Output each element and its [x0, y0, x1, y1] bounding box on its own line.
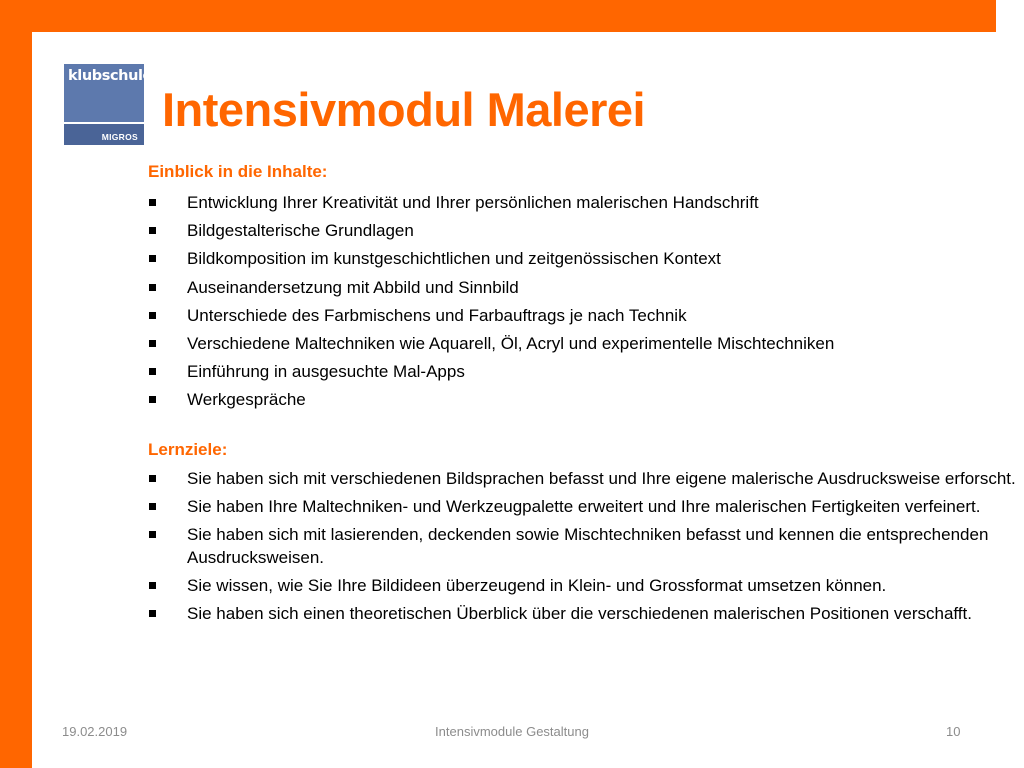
list-item	[148, 523, 1018, 569]
list-item-text: Entwicklung Ihrer Kreativität und Ihrer persönlichen malerischen Handschrift	[187, 193, 759, 212]
list-item-text: Werkgespräche	[187, 390, 306, 410]
list-item-text: Einführung in ausgesuchte Mal-Apps	[187, 362, 465, 382]
slide-title: Intensivmodul Malerei	[162, 83, 646, 136]
list-item	[148, 602, 1018, 625]
list-item-text: Verschiedene Maltechniken wie Aquarell, Öl, Acryl und experimentelle Mischtechniken	[187, 334, 835, 354]
list-item-text: Sie haben sich mit lasierenden, deckenden sowie Mischtechniken befasst und kennen die entsprechenden Ausdrucksweisen.	[187, 524, 989, 567]
list-item-text: Auseinandersetzung mit Abbild und Sinnbild	[187, 277, 519, 297]
list-item-text: Sie haben sich einen theoretischen Überblick über die verschiedenen malerischen Positionen verschafft.	[187, 603, 972, 623]
list-item	[148, 386, 1018, 414]
page-number: 10	[946, 724, 961, 739]
list-item	[148, 189, 1018, 217]
bullet-icon	[149, 396, 156, 403]
list-item	[148, 217, 1018, 245]
list-item	[148, 495, 1018, 518]
list-item-text: Bildgestalterische Grundlagen	[187, 221, 414, 241]
bullet-icon	[149, 582, 156, 589]
section-heading-goals: Lernziele:	[148, 439, 228, 459]
list-item	[148, 330, 1018, 358]
list-item-text: Sie haben Ihre Maltechniken- und Werkzeugpalette erweitert und Ihre malerischen Fertigkeiten verfeinert.	[187, 496, 981, 516]
contents-list	[148, 189, 1018, 415]
bullet-icon	[149, 368, 156, 375]
slide-content	[148, 159, 1018, 630]
list-item	[148, 302, 1018, 330]
bullet-icon	[149, 475, 156, 482]
list-item-text: Bildkomposition im kunstgeschichtlichen und zeitgenössischen Kontext	[187, 249, 721, 269]
section-heading-contents: Einblick in die Inhalte:	[148, 162, 328, 181]
list-item-text: Sie wissen, wie Sie Ihre Bildideen überzeugend in Klein- und Grossformat umsetzen können.	[187, 575, 887, 595]
list-item	[148, 467, 1018, 490]
bullet-icon	[149, 340, 156, 347]
slide-footer	[0, 724, 996, 744]
footer-date: 19.02.2019	[62, 724, 128, 739]
bullet-icon	[149, 312, 156, 319]
bullet-icon	[149, 284, 156, 291]
list-item	[148, 274, 1018, 302]
orange-left-bar	[0, 0, 32, 768]
logo-main-text: klubschule	[68, 68, 152, 84]
orange-top-bar	[0, 0, 996, 32]
list-item-text: Sie haben sich mit verschiedenen Bildsprachen befasst und Ihre eigene malerische Ausdrucksweise erforscht.	[187, 468, 1016, 488]
bullet-icon	[149, 503, 156, 510]
list-item	[148, 574, 1018, 597]
list-item	[148, 245, 1018, 273]
footer-title: Intensivmodule Gestaltung	[435, 724, 589, 739]
klubschule-logo	[64, 64, 152, 145]
bullet-icon	[149, 610, 156, 617]
bullet-icon	[149, 227, 156, 234]
bullet-icon	[149, 199, 156, 206]
goals-list	[148, 467, 1018, 625]
list-item-text: Unterschiede des Farbmischens und Farbauftrags je nach Technik	[187, 305, 687, 325]
logo-sub-text: MIGROS	[101, 132, 138, 142]
list-item	[148, 358, 1018, 386]
bullet-icon	[149, 531, 156, 538]
bullet-icon	[149, 255, 156, 262]
